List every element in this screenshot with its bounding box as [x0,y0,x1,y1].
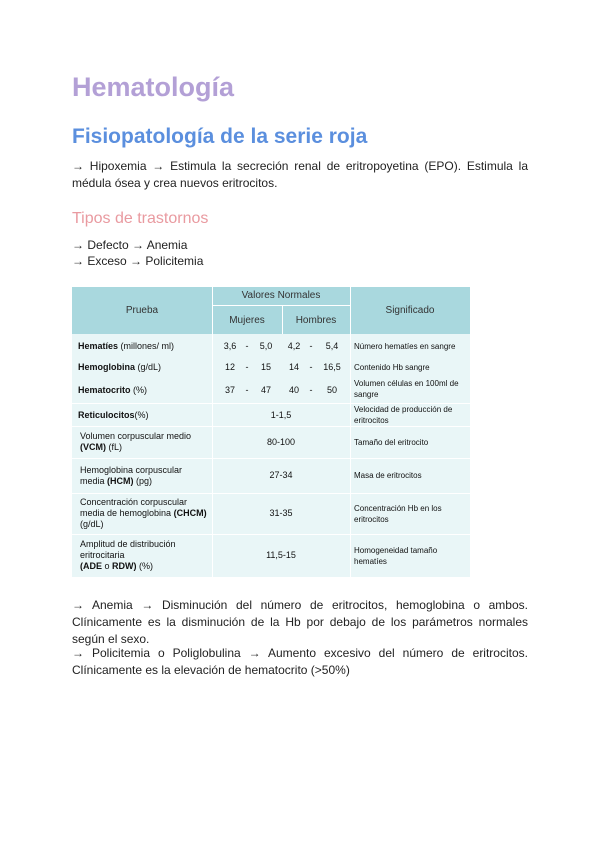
table-row-hcm-name: Hemoglobina corpuscular media (HCM) (pg) [80,464,183,486]
intro-paragraph: → Hipoxemia → Estimula la secreción renal de eritropoyetina (EPO). Estimula la médula ósea y crea nuevos eritrocitos. [72,159,528,190]
cell-significado: Velocidad de producción de eritrocitos [354,404,453,425]
cell-value: 47 [260,384,271,395]
cell-value: 27-34 [269,470,293,480]
cell-value: 5,4 [325,340,339,351]
header-mujeres: Mujeres [229,315,265,326]
cell-value: 50 [326,384,337,395]
table-row-hematocrito-name: Hematocrito (%) [78,384,148,395]
cell-value: 16,5 [323,361,341,372]
cell-significado: Homogeneidad tamaño hematíes [354,545,438,566]
cell-significado: Número hematíes en sangre [354,341,456,351]
cell-value: 15 [260,361,271,372]
cell-value: 31-35 [269,508,293,518]
cell-value: 80-100 [266,436,296,447]
header-hombres: Hombres [295,315,337,326]
cell-significado: Masa de eritrocitos [354,471,422,480]
header-prueba: Prueba [125,305,159,316]
cell-value: 11,5-15 [266,550,296,560]
anemia-paragraph: → Anemia → Disminución del número de eritrocitos, hemoglobina o ambos. Clínicamente es la disminución de la Hb por debajo de los parámetros normales según el sexo. [72,598,528,646]
cell-dash: - [245,340,249,351]
table-row-hemoglobina-name: Hemoglobina (g/dL) [78,361,162,372]
table-row-ade-name: Amplitud de distribución eritrocitaria (ADE o RDW) (%) [80,539,176,571]
table-row-hematies-name: Hematíes (millones/ ml) [78,340,175,351]
page-title: Hematología [72,72,235,102]
cell-value: 5,0 [259,340,273,351]
reference-table [72,287,470,577]
header-valores: Valores Normales [241,289,321,301]
subsection-title: Tipos de trastornos [72,210,209,227]
cell-dash: - [245,361,249,372]
cell-dash: - [309,361,313,372]
cell-value: 1-1,5 [270,409,292,420]
cell-value: 14 [288,361,299,372]
cell-value: 4,2 [287,340,301,351]
section-title: Fisiopatología de la serie roja [72,125,368,148]
type-exceso: → Exceso → Policitemia [72,254,204,268]
cell-value: 37 [224,384,235,395]
cell-value: 3,6 [223,340,237,351]
table-row-chcm-name: Concentración corpuscular media de hemoglobina (CHCM) (g/dL) [80,497,207,529]
cell-dash: - [309,384,313,395]
policitemia-paragraph: → Policitemia o Poliglobulina → Aumento excesivo del número de eritrocitos. Clínicamente es la elevación de hematocrito (>50%) [72,646,528,677]
cell-significado: Tamaño del eritrocito [354,437,429,447]
cell-significado: Contenido Hb sangre [354,362,430,372]
cell-dash: - [309,340,313,351]
table-row-reticulocitos-name: Reticulocitos(%) [78,409,149,420]
cell-value: 40 [288,384,299,395]
cell-value: 12 [224,361,235,372]
table-row-vcm-name: Volumen corpuscular medio (VCM) (fL) [80,431,192,452]
cell-significado: Concentración Hb en los eritrocitos [354,503,442,524]
type-defecto: → Defecto → Anemia [72,238,188,252]
header-significado: Significado [385,305,435,316]
cell-significado: Volumen células en 100ml de sangre [354,379,459,399]
cell-dash: - [245,384,249,395]
